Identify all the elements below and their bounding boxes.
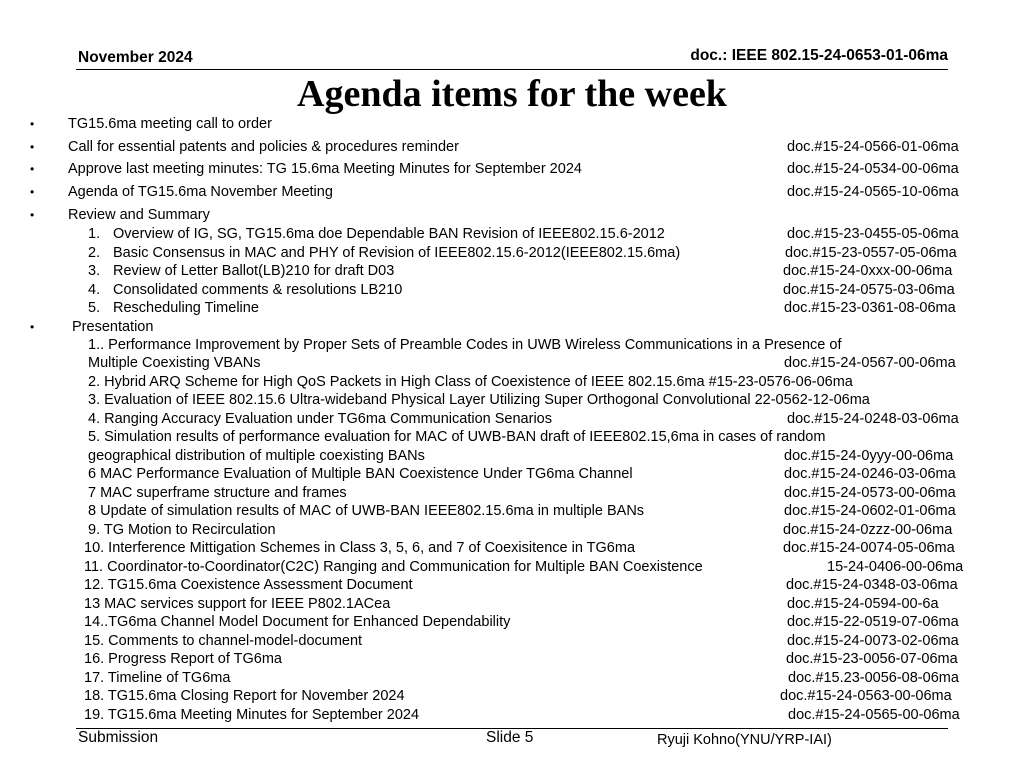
presentation-item-text: 19. TG15.6ma Meeting Minutes for September 2024 [84,707,420,723]
slide-title: Agenda items for the week [297,73,727,115]
presentation-item-text: 13 MAC services support for IEEE P802.1ACea [84,596,391,612]
presentation-item-text: 15. Comments to channel-model-document [84,633,363,649]
presentation-item-ref: doc.#15-24-0565-00-06ma [788,707,960,723]
presentation-item-ref: doc.#15-24-0594-00-6a [787,596,939,612]
presentation-item-text: 10. Interference Mittigation Schemes in Class 3, 5, 6, and 7 of Coexisitence in TG6ma [84,540,636,556]
review-item-text: Consolidated comments & resolutions LB210 [113,282,403,298]
presentation-item-ref: doc.#15-24-0573-00-06ma [784,485,956,501]
review-item-ref: doc.#15-24-0xxx-00-06ma [783,263,953,279]
review-item-number: 2. [88,245,101,261]
presentation-item-ref: doc.#15-22-0519-07-06ma [787,614,959,630]
footer-author: Ryuji Kohno(YNU/YRP-IAI) [657,732,832,748]
agenda-item-text: Approve last meeting minutes: TG 15.6ma Meeting Minutes for September 2024 [68,161,582,177]
presentation-item-ref: doc.#15-24-0348-03-06ma [786,577,958,593]
bullet-icon: • [30,140,35,154]
review-item-text: Basic Consensus in MAC and PHY of Revision of IEEE802.15.6-2012(IEEE802.15.6ma) [113,245,681,261]
presentation-item-ref: doc.#15-23-0056-07-06ma [786,651,958,667]
presentation-item-ref: doc.#15.23-0056-08-06ma [788,670,959,686]
presentation-item-text: Multiple Coexisting VBANs [88,355,261,371]
presentation-item-text: 1.. Performance Improvement by Proper Sets of Preamble Codes in UWB Wireless Communications in a Presence of [88,337,842,353]
presentation-item-text: 9. TG Motion to Recirculation [88,522,276,538]
header-doc-number: doc.: IEEE 802.15-24-0653-01-06ma [690,47,948,64]
presentation-item-text: 11. Coordinator-to-Coordinator(C2C) Ranging and Communication for Multiple BAN Coexistence [84,559,703,575]
presentation-item-text: 6 MAC Performance Evaluation of Multiple BAN Coexistence Under TG6ma Channel [88,466,633,482]
agenda-item-ref: doc.#15-24-0534-00-06ma [787,161,959,177]
presentation-item-ref: doc.#15-24-0073-02-06ma [787,633,959,649]
presentation-item-text: 14..TG6ma Channel Model Document for Enhanced Dependability [84,614,511,630]
presentation-item-text: 7 MAC superframe structure and frames [88,485,347,501]
presentation-item-text: 12. TG15.6ma Coexistence Assessment Document [84,577,413,593]
presentation-item-ref: doc.#15-24-0248-03-06ma [787,411,959,427]
presentation-item-ref: doc.#15-24-0567-00-06ma [784,355,956,371]
review-item-ref: doc.#15-23-0361-08-06ma [784,300,956,316]
review-item-text: Overview of IG, SG, TG15.6ma doe Dependable BAN Revision of IEEE802.15.6-2012 [113,226,665,242]
review-item-number: 1. [88,226,101,242]
presentation-item-ref: doc.#15-24-0602-01-06ma [784,503,956,519]
agenda-item-ref: doc.#15-24-0565-10-06ma [787,184,959,200]
presentation-item-ref: 15-24-0406-00-06ma [827,559,964,575]
presentation-item-ref: doc.#15-24-0yyy-00-06ma [784,448,954,464]
bullet-icon: • [30,117,35,131]
bullet-icon: • [30,162,35,176]
footer-slide-number: Slide 5 [486,729,534,746]
presentation-item-text: 3. Evaluation of IEEE 802.15.6 Ultra-wideband Physical Layer Utilizing Super Orthogonal Convolutional 22-0562-12-06ma [88,392,870,408]
review-item-ref: doc.#15-23-0455-05-06ma [787,226,959,242]
review-item-text: Review of Letter Ballot(LB)210 for draft D03 [113,263,395,279]
footer-submission: Submission [78,729,159,746]
agenda-item-text: Agenda of TG15.6ma November Meeting [68,184,333,200]
agenda-item-ref: doc.#15-24-0566-01-06ma [787,139,959,155]
bullet-icon: • [30,208,35,222]
agenda-item-text: Call for essential patents and policies & procedures reminder [68,139,459,155]
review-item-ref: doc.#15-23-0557-05-06ma [785,245,957,261]
presentation-item-text: 8 Update of simulation results of MAC of UWB-BAN IEEE802.15.6ma in multiple BANs [88,503,645,519]
presentation-item-ref: doc.#15-24-0074-05-06ma [783,540,955,556]
presentation-item-text: geographical distribution of multiple coexisting BANs [88,448,425,464]
bullet-icon: • [30,320,35,334]
presentation-item-text: 16. Progress Report of TG6ma [84,651,282,667]
presentation-item-ref: doc.#15-24-0246-03-06ma [784,466,956,482]
presentation-item-text: 2. Hybrid ARQ Scheme for High QoS Packets in High Class of Coexistence of IEEE 802.15.6ma #15-23-0576-06-06ma [88,374,853,390]
presentation-label: Presentation [72,319,154,335]
bullet-icon: • [30,185,35,199]
presentation-item-ref: doc.#15-24-0zzz-00-06ma [783,522,953,538]
review-item-text: Rescheduling Timeline [113,300,259,316]
presentation-item-text: 18. TG15.6ma Closing Report for November 2024 [84,688,405,704]
presentation-item-text: 17. Timeline of TG6ma [84,670,231,686]
agenda-item-text: Review and Summary [68,207,210,223]
presentation-item-ref: doc.#15-24-0563-00-06ma [780,688,952,704]
review-item-number: 3. [88,263,101,279]
review-item-number: 5. [88,300,101,316]
review-item-ref: doc.#15-24-0575-03-06ma [783,282,955,298]
agenda-item-text: TG15.6ma meeting call to order [68,116,272,132]
review-item-number: 4. [88,282,101,298]
presentation-item-text: 5. Simulation results of performance evaluation for MAC of UWB-BAN draft of IEEE802.15,6ma in cases of random [88,429,826,445]
presentation-item-text: 4. Ranging Accuracy Evaluation under TG6ma Communication Senarios [88,411,552,427]
header-date: November 2024 [78,49,193,66]
